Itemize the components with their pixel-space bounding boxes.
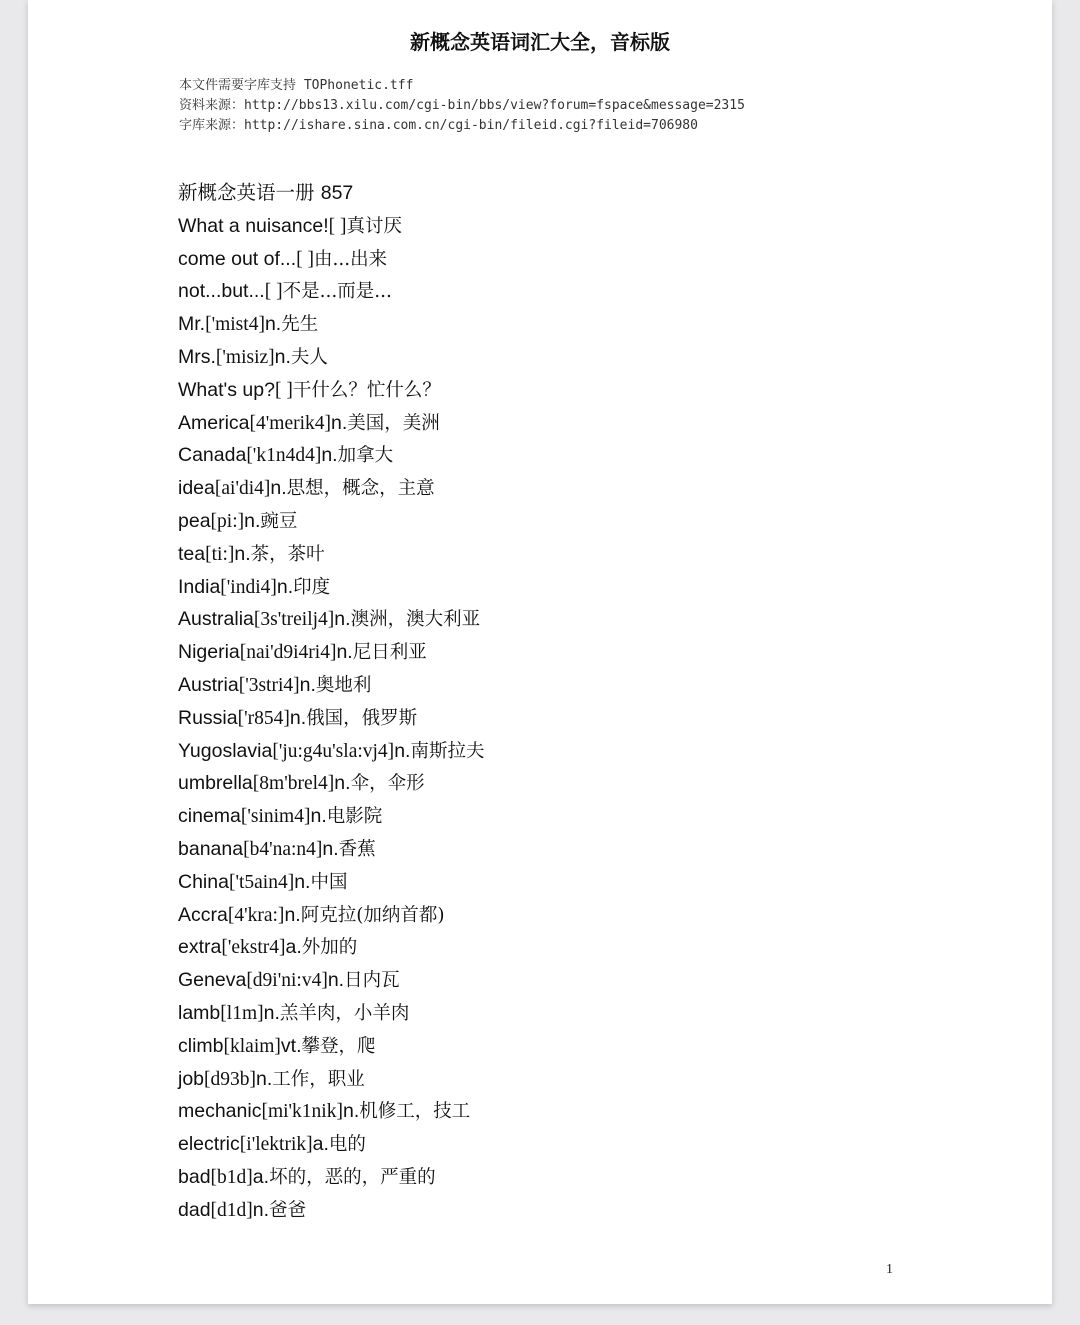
- vocab-entry: [178, 899, 484, 932]
- entry-phonetic: ['sinim4]: [240, 806, 311, 828]
- entry-word: lamb: [178, 1001, 221, 1024]
- entry-part-of-speech: n.: [322, 837, 339, 860]
- vocab-entry: [178, 1194, 484, 1227]
- vocab-entry: [178, 308, 484, 341]
- vocab-entry: [178, 800, 484, 833]
- entry-part-of-speech: n.: [252, 1198, 270, 1221]
- section-title: 新概念英语一册: [178, 181, 315, 204]
- vocab-entry: [178, 931, 484, 964]
- entry-meaning: 工作，职业: [272, 1068, 365, 1090]
- entry-meaning: 印度: [293, 576, 331, 598]
- vocab-entry: [178, 636, 484, 669]
- entry-word: not...but...: [178, 280, 265, 303]
- entry-phonetic: ['k1n4d4]: [246, 445, 322, 467]
- entry-word: India: [178, 575, 221, 598]
- font-link-note: 字库来源：http://ishare.sina.com.cn/cgi-bin/fileid.cgi?fileid=706980: [179, 118, 698, 133]
- entry-word: Accra: [178, 903, 228, 926]
- vocab-entry: [178, 407, 484, 440]
- page-number: 1: [886, 1262, 893, 1277]
- vocab-entry: [178, 374, 484, 407]
- entry-meaning: 外加的: [301, 937, 358, 959]
- entry-meaning: 南斯拉夫: [410, 740, 485, 762]
- entry-meaning: 不是...而是...: [282, 281, 392, 303]
- entry-part-of-speech: n.: [331, 411, 348, 434]
- entry-meaning: 俄国，俄罗斯: [306, 707, 418, 729]
- entry-meaning: 香蕉: [338, 838, 376, 860]
- vocab-entry: [178, 1095, 484, 1128]
- entry-word: America: [178, 411, 250, 434]
- entry-meaning: 澳洲，澳大利亚: [350, 609, 481, 631]
- entry-part-of-speech: n.: [327, 969, 345, 992]
- source-notes: [179, 76, 745, 136]
- entry-part-of-speech: a.: [312, 1133, 329, 1156]
- entry-phonetic: ['indi4]: [220, 576, 277, 598]
- entry-meaning: 中国: [310, 871, 348, 893]
- entry-meaning: 干什么？忙什么？: [292, 379, 441, 401]
- document-page: [28, 0, 1052, 1304]
- entry-meaning: 伞，伞形: [350, 773, 425, 795]
- entry-phonetic: [4'kra:]: [227, 904, 285, 926]
- entry-meaning: 夫人: [290, 346, 328, 368]
- entry-part-of-speech: n.: [256, 1067, 273, 1090]
- entry-phonetic: [pi:]: [210, 510, 245, 532]
- entry-word: Mrs.: [178, 345, 216, 368]
- vocab-entry: [178, 1128, 484, 1161]
- vocab-entry: [178, 997, 484, 1030]
- word-count: 857: [320, 182, 354, 204]
- entry-part-of-speech: n.: [294, 870, 311, 893]
- document-title: 新概念英语词汇大全，音标版: [410, 30, 670, 54]
- vocab-entry: [178, 767, 484, 800]
- entry-meaning: 先生: [281, 314, 319, 336]
- entry-phonetic: [nai'd9i4ri4]: [239, 642, 337, 664]
- entry-word: cinema: [178, 805, 241, 828]
- vocab-entry: [178, 603, 484, 636]
- entry-word: Mr.: [178, 313, 206, 336]
- entry-meaning: 电的: [328, 1134, 366, 1156]
- entry-word: climb: [178, 1034, 224, 1057]
- entry-word: come out of...: [178, 247, 297, 270]
- entry-meaning: 加拿大: [337, 445, 394, 467]
- entry-part-of-speech: n.: [342, 1100, 360, 1123]
- entry-word: Australia: [178, 608, 254, 631]
- entry-phonetic: [b1d]: [210, 1166, 253, 1188]
- entry-phonetic: ['r854]: [237, 707, 290, 729]
- entry-part-of-speech: n.: [310, 805, 327, 828]
- entry-word: job: [178, 1067, 205, 1090]
- font-requirement-note: 本文件需要字库支持 TOPhonetic.tff: [179, 78, 414, 93]
- entry-meaning: 真讨厌: [346, 215, 403, 237]
- entry-phonetic: [8m'brel4]: [252, 773, 335, 795]
- entry-part-of-speech: n.: [334, 608, 351, 631]
- entry-word: Russia: [178, 706, 238, 729]
- entry-word: What a nuisance!: [178, 214, 329, 237]
- entry-phonetic: ['3stri4]: [238, 674, 300, 696]
- entry-meaning: 日内瓦: [344, 970, 400, 992]
- vocab-entry: [178, 833, 484, 866]
- vocabulary-list: [178, 177, 484, 1227]
- entry-meaning: 爸爸: [269, 1199, 307, 1221]
- entry-phonetic: [d93b]: [204, 1068, 257, 1090]
- entry-part-of-speech: vt.: [280, 1034, 302, 1057]
- vocab-entry: [178, 1063, 484, 1096]
- entry-meaning: 电影院: [326, 806, 383, 828]
- entry-word: bad: [178, 1165, 211, 1188]
- entry-word: What's up?: [178, 378, 275, 401]
- vocab-entry: [178, 964, 484, 997]
- source-link-note: 资料来源：http://bbs13.xilu.com/cgi-bin/bbs/view?forum=fspace&message=2315: [179, 98, 745, 113]
- vocab-entry: [178, 505, 484, 538]
- entry-part-of-speech: n.: [276, 575, 294, 598]
- entry-phonetic: [b4'na:n4]: [243, 838, 323, 860]
- vocab-entry: [178, 866, 484, 899]
- entry-word: banana: [178, 837, 244, 860]
- entry-part-of-speech: n.: [244, 509, 261, 532]
- entry-meaning: 奥地利: [315, 674, 372, 696]
- entry-part-of-speech: n.: [263, 1001, 280, 1024]
- entry-phonetic: [ ]: [264, 281, 283, 303]
- entry-phonetic: [klaim]: [223, 1035, 281, 1057]
- entry-part-of-speech: n.: [334, 772, 351, 795]
- entry-meaning: 阿克拉(加纳首都): [300, 904, 445, 926]
- entry-meaning: 尼日利亚: [352, 642, 427, 664]
- entry-meaning: 美国，美洲: [347, 412, 440, 434]
- entry-part-of-speech: n.: [289, 706, 307, 729]
- entry-word: umbrella: [178, 772, 253, 795]
- entry-part-of-speech: n.: [234, 542, 251, 565]
- entry-phonetic: [4'merik4]: [249, 412, 332, 434]
- entry-word: Yugoslavia: [178, 739, 273, 762]
- entry-meaning: 羔羊肉，小羊肉: [279, 1002, 410, 1024]
- vocab-entry: [178, 538, 484, 571]
- entry-word: Canada: [178, 444, 247, 467]
- vocab-entry: [178, 472, 484, 505]
- entry-phonetic: ['ekstr4]: [221, 937, 286, 959]
- entry-phonetic: ['mist4]: [205, 314, 265, 336]
- entry-phonetic: [ai'di4]: [214, 478, 271, 500]
- entry-part-of-speech: a.: [285, 936, 302, 959]
- vocab-entry: [178, 439, 484, 472]
- entry-meaning: 茶，茶叶: [250, 543, 325, 565]
- entry-phonetic: [d1d]: [210, 1199, 253, 1221]
- vocab-entry: [178, 243, 484, 276]
- entry-part-of-speech: a.: [252, 1165, 270, 1188]
- entry-part-of-speech: n.: [270, 477, 287, 500]
- entry-word: tea: [178, 542, 206, 565]
- entry-phonetic: ['misiz]: [215, 346, 275, 368]
- entry-meaning: 由...出来: [314, 248, 388, 270]
- entry-word: mechanic: [178, 1100, 262, 1123]
- entry-part-of-speech: n.: [321, 444, 338, 467]
- entry-phonetic: ['ju:g4u'sla:vj4]: [272, 740, 395, 762]
- entry-phonetic: [ti:]: [205, 543, 235, 565]
- entry-phonetic: [ ]: [328, 215, 347, 237]
- entry-word: electric: [178, 1133, 240, 1156]
- entry-phonetic: [d9i'ni:v4]: [246, 970, 328, 992]
- entry-part-of-speech: n.: [274, 345, 291, 368]
- entry-phonetic: [3s'treilj4]: [253, 609, 335, 631]
- vocab-entry: [178, 341, 484, 374]
- entry-part-of-speech: n.: [264, 313, 282, 336]
- vocab-entry: [178, 210, 484, 243]
- entry-part-of-speech: n.: [394, 739, 411, 762]
- entry-word: pea: [178, 509, 211, 532]
- entry-meaning: 坏的，恶的，严重的: [269, 1166, 436, 1188]
- vocab-entry: [178, 1030, 484, 1063]
- entry-word: Nigeria: [178, 641, 240, 664]
- entry-phonetic: [l1m]: [220, 1002, 264, 1024]
- entry-word: Geneva: [178, 969, 247, 992]
- entry-phonetic: [ ]: [296, 248, 315, 270]
- vocab-entry: [178, 669, 484, 702]
- entry-phonetic: [i'lektrik]: [239, 1134, 313, 1156]
- entry-phonetic: [mi'k1nik]: [261, 1101, 343, 1123]
- vocab-entry: [178, 735, 484, 768]
- vocab-entry: [178, 571, 484, 604]
- section-heading: [178, 177, 484, 210]
- entry-word: dad: [178, 1198, 211, 1221]
- entry-meaning: 豌豆: [260, 510, 298, 532]
- entry-part-of-speech: n.: [299, 673, 316, 696]
- entry-part-of-speech: n.: [284, 903, 301, 926]
- vocab-entry: [178, 275, 484, 308]
- entry-word: idea: [178, 477, 215, 500]
- entry-meaning: 攀登，爬: [301, 1035, 376, 1057]
- entry-meaning: 机修工，技工: [359, 1101, 471, 1123]
- entry-word: extra: [178, 936, 222, 959]
- entry-phonetic: ['t5ain4]: [228, 871, 295, 893]
- entry-word: China: [178, 870, 229, 893]
- vocab-entry: [178, 1161, 484, 1194]
- entry-part-of-speech: n.: [336, 641, 353, 664]
- entry-phonetic: [ ]: [274, 379, 293, 401]
- vocab-entry: [178, 702, 484, 735]
- entry-word: Austria: [178, 673, 239, 696]
- entry-meaning: 思想，概念，主意: [286, 478, 435, 500]
